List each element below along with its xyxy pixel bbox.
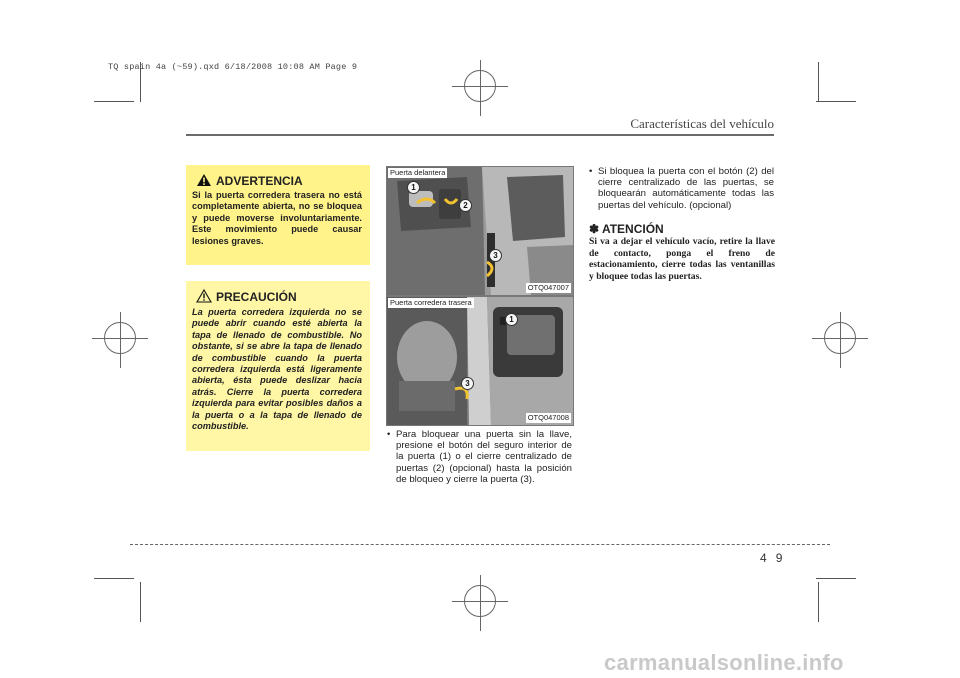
- crop-mark: [818, 582, 819, 622]
- callout-3: 3: [461, 377, 474, 390]
- lock-instructions-item: [387, 429, 572, 485]
- figure-front-door: [386, 166, 574, 296]
- caution-text: La puerta corredera izquierda no se puede abrir cuando esté abierta la tapa de llenado de combustible. No obstante, si se abre la tapa de llenado de combustible cuando la puerta corredera izquierda está ligeramente abierta, ésta puede deslizar hacia atrás. Cierre la puerta corredera izquierda para evitar posibles daños a la puerta o a la tapa de llenado de combustible.: [192, 307, 362, 432]
- figure-code: OTQ047007: [527, 283, 569, 292]
- bullet-marker: •: [387, 429, 391, 440]
- lock-instructions-text: Para bloquear una puerta sin la llave, presione el botón del seguro interior de la puerta (1) o el cierre centralizado de puertas (2) (opcional) hasta la posición de bloqueo y cierre la puerta (3).: [396, 429, 572, 485]
- crop-mark: [140, 582, 141, 622]
- sliding-door-illustration: [387, 297, 573, 425]
- central-lock-text: Si bloquea la puerta con el botón (2) del cierre centralizado de las puertas, se bloquearán automáticamente todas las puertas del vehículo. (opcional): [598, 166, 774, 211]
- central-lock-item: [589, 166, 774, 211]
- print-slug: TQ spain 4a (~59).qxd 6/18/2008 10:08 AM Page 9: [108, 62, 358, 72]
- crop-mark: [816, 101, 856, 102]
- crop-mark: [94, 101, 134, 102]
- page-number: [760, 551, 791, 565]
- callout-2: 2: [459, 199, 472, 212]
- attention-title: ✽ ATENCIÓN: [589, 222, 664, 236]
- callout-1: 1: [505, 313, 518, 326]
- caution-box: [186, 281, 370, 451]
- chapter-number: 4: [760, 551, 776, 565]
- section-title: Características del vehículo: [630, 116, 774, 131]
- footer-rule: [130, 544, 830, 545]
- figure-sliding-door: [386, 296, 574, 426]
- callout-1: 1: [407, 181, 420, 194]
- attention-text: Si va a dejar el vehículo vacío, retire la llave de contacto, ponga el freno de estacionamiento, cierre todas las ventanillas y bloquee todas las puertas.: [589, 236, 775, 282]
- watermark: carmanualsonline.info: [604, 650, 844, 675]
- page-index: 9: [775, 551, 792, 565]
- callout-3: 3: [489, 249, 502, 262]
- warning-box: [186, 165, 370, 265]
- caution-title: PRECAUCIÓN: [216, 290, 297, 304]
- caution-triangle-icon: [196, 289, 212, 303]
- bullet-marker: •: [589, 166, 593, 177]
- crop-mark: [94, 578, 134, 579]
- crop-mark: [816, 578, 856, 579]
- warning-triangle-icon: [196, 173, 212, 187]
- figure-code: OTQ047008: [527, 413, 569, 422]
- header-rule: [186, 134, 774, 136]
- crop-mark: [818, 62, 819, 102]
- figure-label: Puerta delantera: [390, 168, 446, 177]
- warning-title: ADVERTENCIA: [216, 174, 303, 188]
- figure-label: Puerta corredera trasera: [390, 298, 472, 307]
- warning-text: Si la puerta corredera trasera no está completamente abierta, no se bloquea y puede moverse involuntariamente. Este movimiento puede causar lesiones graves.: [192, 190, 362, 246]
